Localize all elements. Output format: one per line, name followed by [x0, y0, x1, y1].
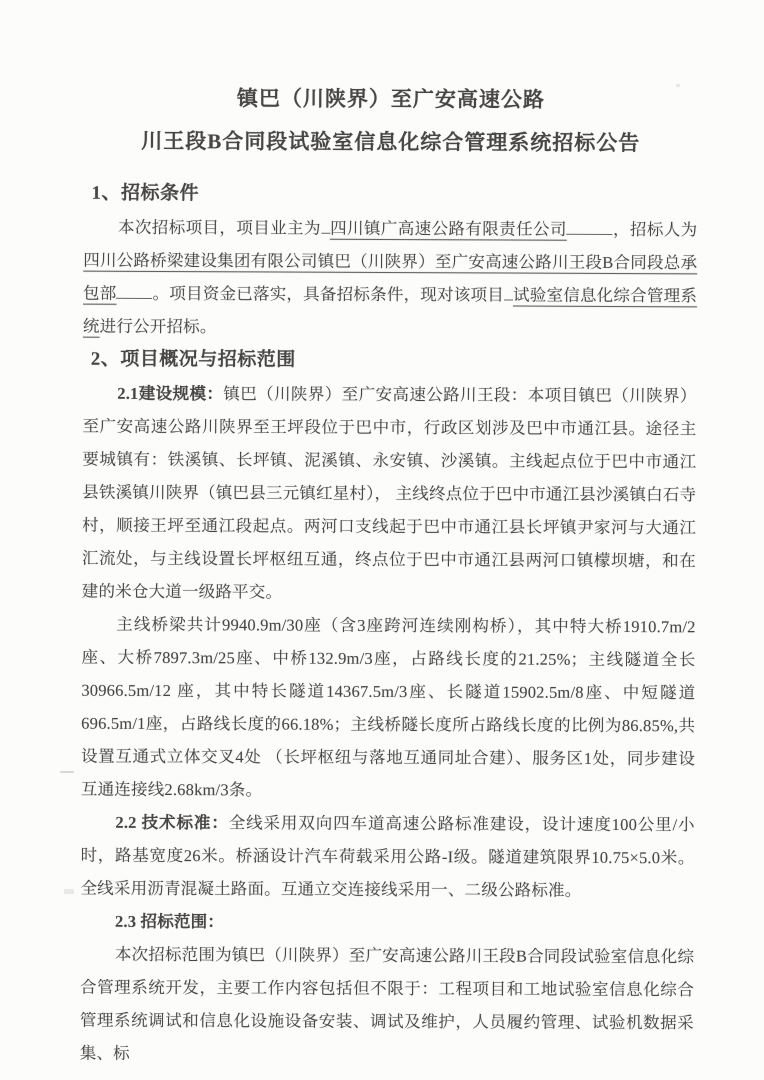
construction-scale-paragraph [82, 377, 697, 611]
project-owner-underlined: 四川镇广高速公路有限责任公司 [329, 218, 567, 239]
underline-blank [321, 216, 330, 234]
document-title-line1: 镇巴（川陕界）至广安高速公路 [236, 86, 545, 112]
section1-paragraph [83, 211, 698, 346]
technical-standard-label: 2.2 技术标准： [115, 812, 229, 833]
underline-blank [567, 217, 613, 235]
tenderer-underlined: 四川公路桥梁建设集团有限公司镇巴（川陕界）至广安高速公路川王段B合同段总承包部 [83, 250, 698, 303]
tender-scope-paragraph [80, 938, 695, 1073]
text-run-funds: 。项目资金已落实，具备招标条件，现对该项目 [152, 283, 505, 305]
technical-standard-paragraph [80, 806, 694, 908]
technical-standard-text: 全线采用双向四车道高速公路标准建设，设计速度100公里/小时，路基宽度26米。桥涵设计汽车荷载采用公路-I级。隧道建筑限界10.75×5.0米。全线采用沥青混凝土路面。互通立交连接线采用一、二级公路标准。 [80, 813, 695, 900]
section1-heading: 1、招标条件 [91, 182, 200, 205]
text-run-end: 进行公开招标。 [99, 316, 217, 337]
construction-scale-label: 2.1建设规模： [117, 383, 224, 404]
tender-scope-text: 本次招标范围为镇巴（川陕界）至广安高速公路川王段B合同段试验室信息化综合管理系统开发，主要工作内容包括但不限于：工程项目和工地试验室信息化综合管理系统调试和信息化设施设备安装、调试及维护，人员履约管理、试验机数据采集、标 [79, 944, 695, 1063]
system-name-underlined: 试验室信息化综合管理系统 [82, 285, 698, 336]
text-run-mid: ，招标人为 [612, 219, 698, 240]
text-run-intro: 本次招标项目，项目业主为 [117, 217, 321, 238]
scan-artifact [64, 889, 74, 894]
tender-scope-label: 2.3 招标范围： [114, 911, 225, 932]
scan-artifact [676, 84, 680, 87]
bridge-tunnel-text: 主线桥梁共计9940.9m/30座（含3座跨河连续刚构桥），其中特大桥1910.7m/2座、大桥7897.3m/25座、中桥132.9m/3座，占路线长度的21.25%；主线隧道全长30966.5m/12 座，其中特长隧道14367.5m/3座、长隧道15902.5m/8座、中短隧道696.5m/1座，占路线长度的66.18%；主线桥隧长度所占路线长度的比例为86.85%,共设置互通式立体交叉4处 （长坪枢纽与落地互通同址合建）、服务区1处，同步建设互通连接线2.68km/3条。 [80, 614, 696, 800]
document-body [80, 83, 698, 1073]
tender-scope-heading-line [80, 905, 694, 941]
section2-heading: 2、项目概况与招标范围 [90, 348, 296, 371]
construction-scale-text: 镇巴（川陕界）至广安高速公路川王段：本项目镇巴（川陕界）至广安高速公路川陕界至王坪段位于巴中市，行政区划涉及巴中市通江县。途径主要城镇有：铁溪镇、长坪镇、泥溪镇、永安镇、沙溪镇。主线起点位于巴中市通江县铁溪镇川陕界（镇巴县三元镇红星村）， 主线终点位于巴中市通江县沙溪镇白石寺村，顺接王坪至通江段起点。两河口支线起于巴中市通江县长坪镇尹家河与大通江汇流处，与主线设置长坪枢纽互通，终点位于巴中市通江县两河口镇檬坝塘，和在建的米仓大道一级路平交。 [81, 384, 697, 602]
document-title-line2: 川王段B合同段试验室信息化综合管理系统招标公告 [141, 128, 641, 156]
bridge-tunnel-paragraph [81, 608, 696, 809]
underline-blank [117, 281, 153, 299]
scan-artifact [60, 771, 74, 773]
underline-blank [504, 283, 513, 301]
